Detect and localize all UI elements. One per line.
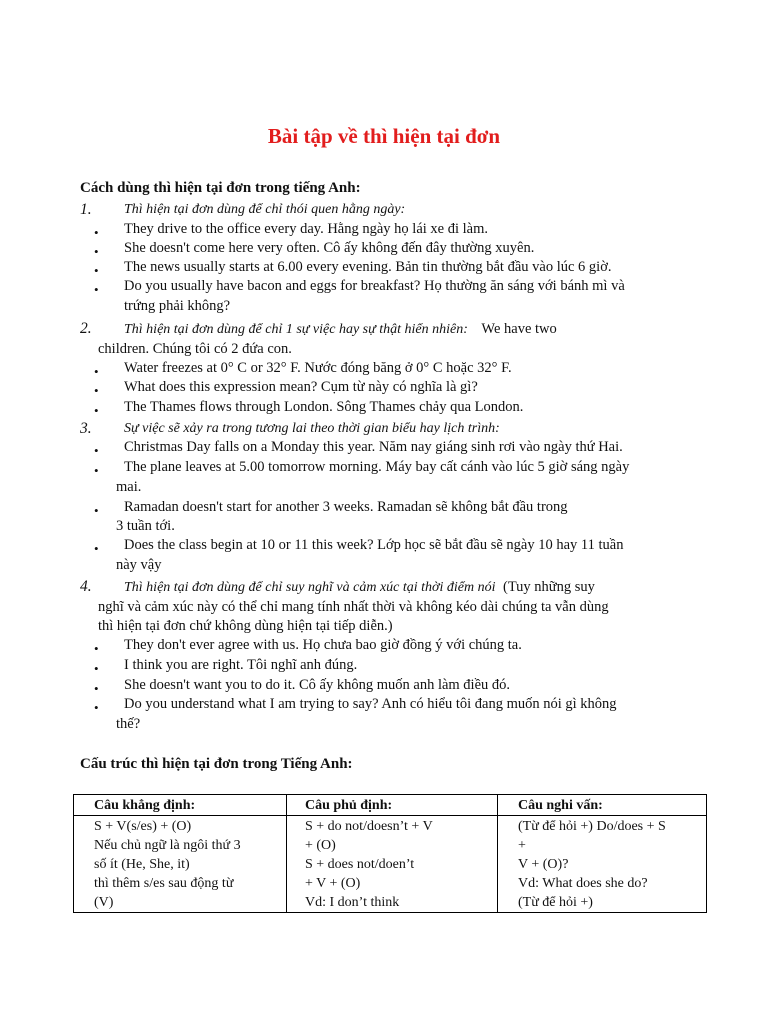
item-rest: We have two [481, 321, 557, 337]
bullet-text: What does this expression mean? Cụm từ này có nghĩa là gì? [124, 379, 478, 395]
bullet-text: The news usually starts at 6.00 every evening. Bản tin thường bắt đầu vào lúc 6 giờ. [124, 259, 612, 275]
table-header-affirmative: Câu khẳng định: [74, 795, 287, 816]
bullet: • [94, 541, 99, 556]
bullet-text: Ramadan doesn't start for another 3 weeks. Ramadan sẽ không bắt đầu trong [124, 499, 568, 515]
item-label: Thì hiện tại đơn dùng để chỉ 1 sự việc hay sự thật hiển nhiên: [124, 322, 468, 337]
bullet-text: Do you understand what I am trying to say? Anh có hiểu tôi đang muốn nói gì không [124, 696, 617, 712]
bullet-text: Water freezes at 0° C or 32° F. Nước đóng băng ở 0° C hoặc 32° F. [124, 360, 512, 376]
bullet-text: Do you usually have bacon and eggs for breakfast? Họ thường ăn sáng với bánh mì và [124, 278, 625, 294]
cell-line: số ít (He, She, it) [94, 857, 190, 872]
bullet-text: She doesn't want you to do it. Cô ấy không muốn anh làm điều đó. [124, 677, 511, 693]
bullet: • [94, 364, 99, 379]
cell-line: S + V(s/es) + (O) [94, 819, 192, 834]
cell-line: + (O) [305, 838, 336, 853]
item-cont: children. Chúng tôi có 2 đứa con. [98, 341, 292, 357]
table-row [74, 816, 707, 913]
cell-line: Nếu chủ ngữ là ngôi thứ 3 [94, 838, 241, 853]
item-number: 2. [80, 320, 92, 337]
bullet: • [94, 244, 99, 259]
bullet: • [94, 225, 99, 240]
table-header-row [74, 795, 707, 816]
bullet-text: They drive to the office every day. Hằng ngày họ lái xe đi làm. [124, 221, 488, 237]
item-number: 4. [80, 578, 92, 595]
cell-line: V + (O)? [518, 857, 569, 872]
item-label: Sự việc sẽ xảy ra trong tương lai theo thời gian biểu hay lịch trình: [124, 421, 500, 436]
bullet-text: They don't ever agree with us. Họ chưa bao giờ đồng ý với chúng ta. [124, 637, 522, 653]
item-number: 3. [80, 420, 92, 437]
bullet-text-cont: trứng phải không? [124, 298, 231, 314]
bullet-text: Christmas Day falls on a Monday this year. Năm nay giáng sinh rơi vào ngày thứ Hai. [124, 439, 623, 455]
cell-line: (Từ để hỏi +) Do/does + S [518, 819, 666, 834]
table-cell-question [498, 816, 707, 913]
bullet-text-cont: 3 tuần tới. [116, 518, 175, 534]
cell-line: (Từ để hỏi +) [518, 895, 593, 910]
cell-line: + [518, 838, 526, 853]
cell-line: S + does not/doen’t [305, 857, 415, 872]
bullet-text: Does the class begin at 10 or 11 this week? Lớp học sẽ bắt đầu sẽ ngày 10 hay 11 tuần [124, 537, 624, 553]
bullet-text: The Thames flows through London. Sông Thames chảy qua London. [124, 399, 524, 415]
cell-line: thì thêm s/es sau động từ [94, 876, 234, 891]
section-heading-usage: Cách dùng thì hiện tại đơn trong tiếng Anh: [80, 180, 361, 196]
bullet: • [94, 463, 99, 478]
bullet-text-cont: thế? [116, 716, 141, 732]
cell-line: (V) [94, 895, 114, 910]
bullet: • [94, 641, 99, 656]
cell-line: Vd: What does she do? [518, 876, 648, 891]
bullet: • [94, 443, 99, 458]
table-header-negative: Câu phủ định: [287, 795, 498, 816]
bullet: • [94, 700, 99, 715]
cell-line: S + do not/doesn’t + V [305, 819, 433, 834]
item-label-row [124, 321, 557, 338]
bullet: • [94, 403, 99, 418]
bullet: • [94, 503, 99, 518]
bullet-text: She doesn't come here very often. Cô ấy không đến đây thường xuyên. [124, 240, 535, 256]
cell-line: Vd: I don’t think [305, 895, 400, 910]
bullet-text: I think you are right. Tôi nghĩ anh đúng. [124, 657, 358, 673]
item-cont: thì hiện tại đơn chứ không dùng hiện tại tiếp diễn.) [98, 618, 393, 634]
document-title: Bài tập về thì hiện tại đơn [267, 124, 501, 148]
item-label: Thì hiện tại đơn dùng để chỉ thói quen hằng ngày: [124, 202, 406, 217]
item-rest: (Tuy những suy [503, 579, 595, 595]
table-cell-affirmative [74, 816, 287, 913]
item-label-row [124, 579, 595, 596]
section-heading-structure: Cấu trúc thì hiện tại đơn trong Tiếng Anh: [80, 756, 353, 772]
bullet: • [94, 661, 99, 676]
item-label: Thì hiện tại đơn dùng để chỉ suy nghĩ và cảm xúc tại thời điểm nói [124, 580, 496, 595]
item-number: 1. [80, 201, 92, 218]
cell-line: + V + (O) [305, 876, 361, 891]
table-header-question: Câu nghi vấn: [498, 795, 707, 816]
bullet: • [94, 282, 99, 297]
bullet-text-cont: này vậy [116, 557, 162, 573]
bullet: • [94, 681, 99, 696]
table-cell-negative [287, 816, 498, 913]
item-cont: nghĩ và cảm xúc này có thể chỉ mang tính nhất thời và không kéo dài chúng ta vẫn dùng [98, 599, 609, 615]
bullet-text-cont: mai. [116, 479, 142, 495]
structure-table [73, 794, 707, 913]
bullet-text: The plane leaves at 5.00 tomorrow morning. Máy bay cất cánh vào lúc 5 giờ sáng ngày [124, 459, 630, 475]
bullet: • [94, 263, 99, 278]
bullet: • [94, 383, 99, 398]
